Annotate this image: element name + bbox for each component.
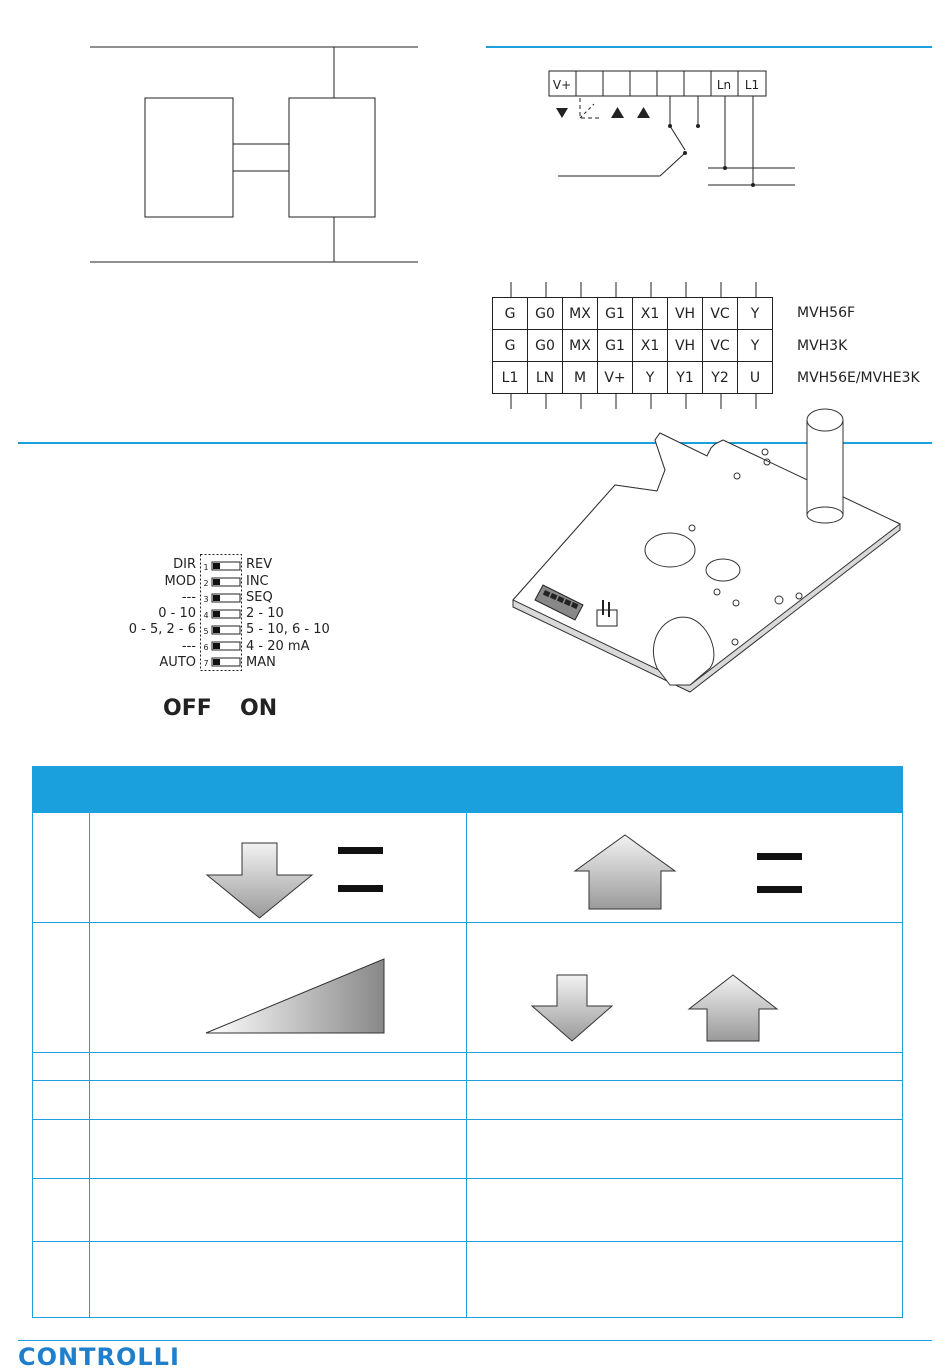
dip-off-label: --- (181, 639, 196, 654)
terminal-cell: VH (668, 330, 703, 362)
ramp-graphic (90, 923, 466, 1052)
grid-cell (467, 923, 903, 1053)
open-triangle-icon (611, 107, 624, 118)
grid-cell (90, 813, 467, 923)
grid-row (33, 1242, 903, 1318)
dip-on-label: 4 - 20 mA (246, 639, 310, 654)
terminal-cell: G1 (598, 298, 633, 330)
grid-cell (33, 1179, 90, 1242)
on-label: ON (240, 696, 278, 721)
grid-cell (33, 923, 90, 1053)
grid-row (33, 813, 903, 923)
terminal-cell: Y (738, 298, 773, 330)
dip-number: 6 (203, 643, 209, 652)
dip-number: 2 (203, 579, 209, 588)
diagram-block-left (145, 98, 233, 217)
dip-off-label: MOD (164, 574, 196, 589)
dip-on-label: SEQ (246, 590, 273, 605)
terminal-cell: Y2 (703, 362, 738, 394)
dip-number: 1 (203, 563, 209, 572)
grid-row (33, 1081, 903, 1120)
grid-cell (90, 1053, 467, 1081)
grid-header-cell (90, 767, 467, 813)
dip-on-label: REV (246, 557, 273, 572)
dip-off-label: --- (181, 590, 196, 605)
grid-cell (467, 1120, 903, 1179)
dip-on-label: INC (246, 574, 269, 589)
grid-row (33, 1120, 903, 1179)
terminal-cell: G1 (598, 330, 633, 362)
dip-switch-7 (212, 658, 240, 666)
footer-rule (18, 1340, 932, 1341)
grid-cell (90, 1081, 467, 1120)
off-label: OFF (163, 696, 212, 721)
dip-on-label: MAN (246, 655, 276, 670)
grid-cell (33, 813, 90, 923)
grid-row (33, 1053, 903, 1081)
grid-header-cell (467, 767, 903, 813)
block-diagram (0, 0, 470, 300)
model-label: MVH56F (797, 305, 856, 321)
grid-cell (467, 1179, 903, 1242)
terminal-cell: G0 (528, 298, 563, 330)
up-arrow-icon (575, 835, 675, 909)
grid-cell (90, 1179, 467, 1242)
dip-number: 5 (203, 627, 209, 636)
dip-number: 3 (203, 595, 209, 604)
terminal-cell: Y1 (668, 362, 703, 394)
table-row (493, 362, 773, 394)
model-label: MVH3K (797, 338, 848, 354)
terminal-cell: M (563, 362, 598, 394)
controlli-logo: CONTROLLI (18, 1343, 180, 1371)
circuit-board-illustration (505, 400, 925, 700)
grid-header-cell (33, 767, 90, 813)
down-up-arrows-graphic (467, 923, 902, 1052)
grid-cell (90, 1120, 467, 1179)
dip-switch-2 (212, 578, 240, 586)
terminal-label: Ln (716, 78, 732, 92)
close-triangle-icon (556, 108, 568, 118)
terminal-cell: G (493, 298, 528, 330)
dip-on-label: 2 - 10 (246, 606, 284, 621)
grid-cell (90, 923, 467, 1053)
dip-switch-5 (212, 626, 240, 634)
terminal-cell: L1 (493, 362, 528, 394)
terminal-cell: G0 (528, 330, 563, 362)
table-row (493, 298, 773, 330)
terminal-cell: X1 (633, 298, 668, 330)
dip-number: 7 (203, 659, 209, 668)
terminal-cell: X1 (633, 330, 668, 362)
grid-header-row (33, 767, 903, 813)
grid-cell (467, 1053, 903, 1081)
dip-on-label: 5 - 10, 6 - 10 (246, 622, 330, 637)
dip-switch-4 (212, 610, 240, 618)
up-arrow-icon (689, 975, 777, 1041)
grid-cell (467, 1081, 903, 1120)
terminal-cell: VC (703, 330, 738, 362)
ramp-icon (206, 959, 384, 1033)
dip-switch-3 (212, 594, 240, 602)
diagram-block-right (289, 98, 375, 217)
dip-off-label: 0 - 5, 2 - 6 (128, 622, 196, 637)
terminal-strip (549, 71, 766, 96)
terminal-cell: LN (528, 362, 563, 394)
grid-cell (467, 1242, 903, 1318)
down-arrow-icon (207, 843, 312, 918)
grid-cell (33, 1120, 90, 1179)
down-arrow-equals-graphic (90, 813, 466, 922)
terminal-cell: MX (563, 330, 598, 362)
down-arrow-icon (532, 975, 612, 1041)
equals-icon (338, 847, 383, 854)
dip-off-label: 0 - 10 (158, 606, 196, 621)
terminal-table (492, 297, 773, 394)
dip-switch-6 (212, 642, 240, 650)
wiring-diagram (540, 60, 820, 200)
grid-cell (90, 1242, 467, 1318)
terminal-cell: MX (563, 298, 598, 330)
terminal-label: L1 (744, 78, 760, 92)
terminal-cell: V+ (598, 362, 633, 394)
terminal-cell: VC (703, 298, 738, 330)
grid-cell (33, 1242, 90, 1318)
dip-off-label: AUTO (159, 655, 196, 670)
grid-cell (33, 1081, 90, 1120)
grid-cell (467, 813, 903, 923)
terminal-cell: U (738, 362, 773, 394)
up-arrow-equals-graphic (467, 813, 902, 922)
terminal-cell: Y (738, 330, 773, 362)
function-grid (32, 766, 903, 1318)
equals-icon (757, 853, 802, 860)
section-rule-top-right (486, 46, 932, 48)
model-label: MVH56E/MVHE3K (797, 370, 920, 386)
terminal-cell: G (493, 330, 528, 362)
grid-cell (33, 1053, 90, 1081)
grid-row (33, 923, 903, 1053)
terminal-cell: VH (668, 298, 703, 330)
terminal-cell: Y (633, 362, 668, 394)
dip-switch-graphic (200, 554, 244, 672)
dip-number: 4 (203, 611, 209, 620)
open-triangle-icon (637, 107, 650, 118)
grid-row (33, 1179, 903, 1242)
dip-switch-1 (212, 562, 240, 570)
table-row (493, 330, 773, 362)
terminal-label: V+ (552, 78, 572, 92)
dip-off-label: DIR (173, 557, 196, 572)
